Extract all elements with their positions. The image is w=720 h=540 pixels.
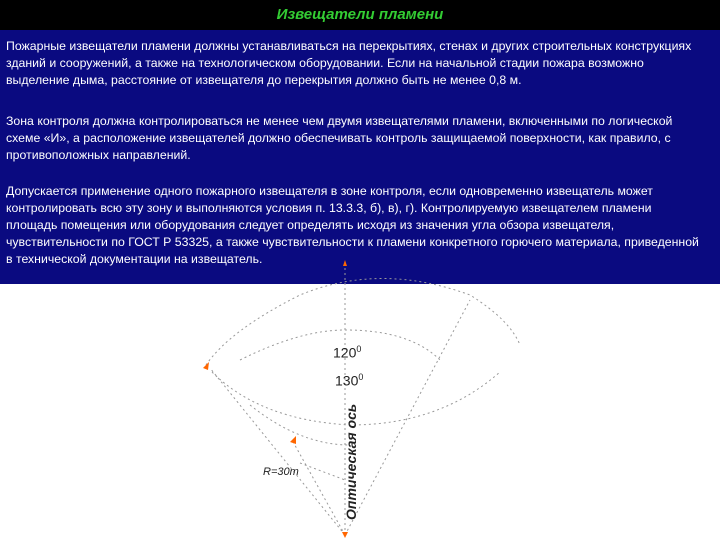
outer-arc xyxy=(206,279,520,366)
paragraph-1: Пожарные извещатели пламени должны устанавливаться на перекрытиях, стенах и других строительных конструкциях зданий и сооружений, а также на технологическом оборудовании. Если на начальной стадии пожара возможно выделение дыма, расстояние от извещателя до перекрытия должно быть не менее 0,8 м. xyxy=(6,39,692,87)
radius-line xyxy=(300,463,345,480)
arrow-left-mid xyxy=(290,436,296,444)
angle-120-degree: 0 xyxy=(356,344,362,354)
angle-120-value: 120 xyxy=(333,344,357,361)
paragraph-3: Допускается применение одного пожарного извещателя в зоне контроля, если одновременно извещатель может контролировать всю эту зону и выполняются условия п. 13.3.3, б), в), г). Контролируемую извещателем пламени площадь помещения или оборудования следует определять исходя из значения угла обзора извещателя, чувствительности по ГОСТ Р 53325, а также чувствительности к пламени конкретного горючего материала, приведенной в технической документации на извещатель. xyxy=(6,184,699,266)
radius-label: R=30m xyxy=(263,466,299,478)
ray-left-mid xyxy=(292,440,345,535)
paragraph-2: Зона контроля должна контролироваться не менее чем двумя извещателями пламени, включенными по логической схеме «И», а расположение извещателей должно обеспечивать контроль защищаемой поверхности, как правило, с противоположных направлений. xyxy=(6,114,673,162)
angle-120-label xyxy=(333,344,361,361)
angle-130-value: 130 xyxy=(335,372,359,389)
ray-left-top xyxy=(210,368,345,535)
angle-130-label xyxy=(335,372,363,389)
optical-axis-label: Оптическая ось xyxy=(343,403,359,520)
angle-130-degree: 0 xyxy=(358,372,364,382)
slide-title: Извещатели пламени xyxy=(276,6,444,23)
ray-right xyxy=(345,300,470,535)
bottom-arc xyxy=(250,405,350,445)
arrow-bottom xyxy=(342,532,348,538)
arrow-left-top xyxy=(203,362,209,370)
